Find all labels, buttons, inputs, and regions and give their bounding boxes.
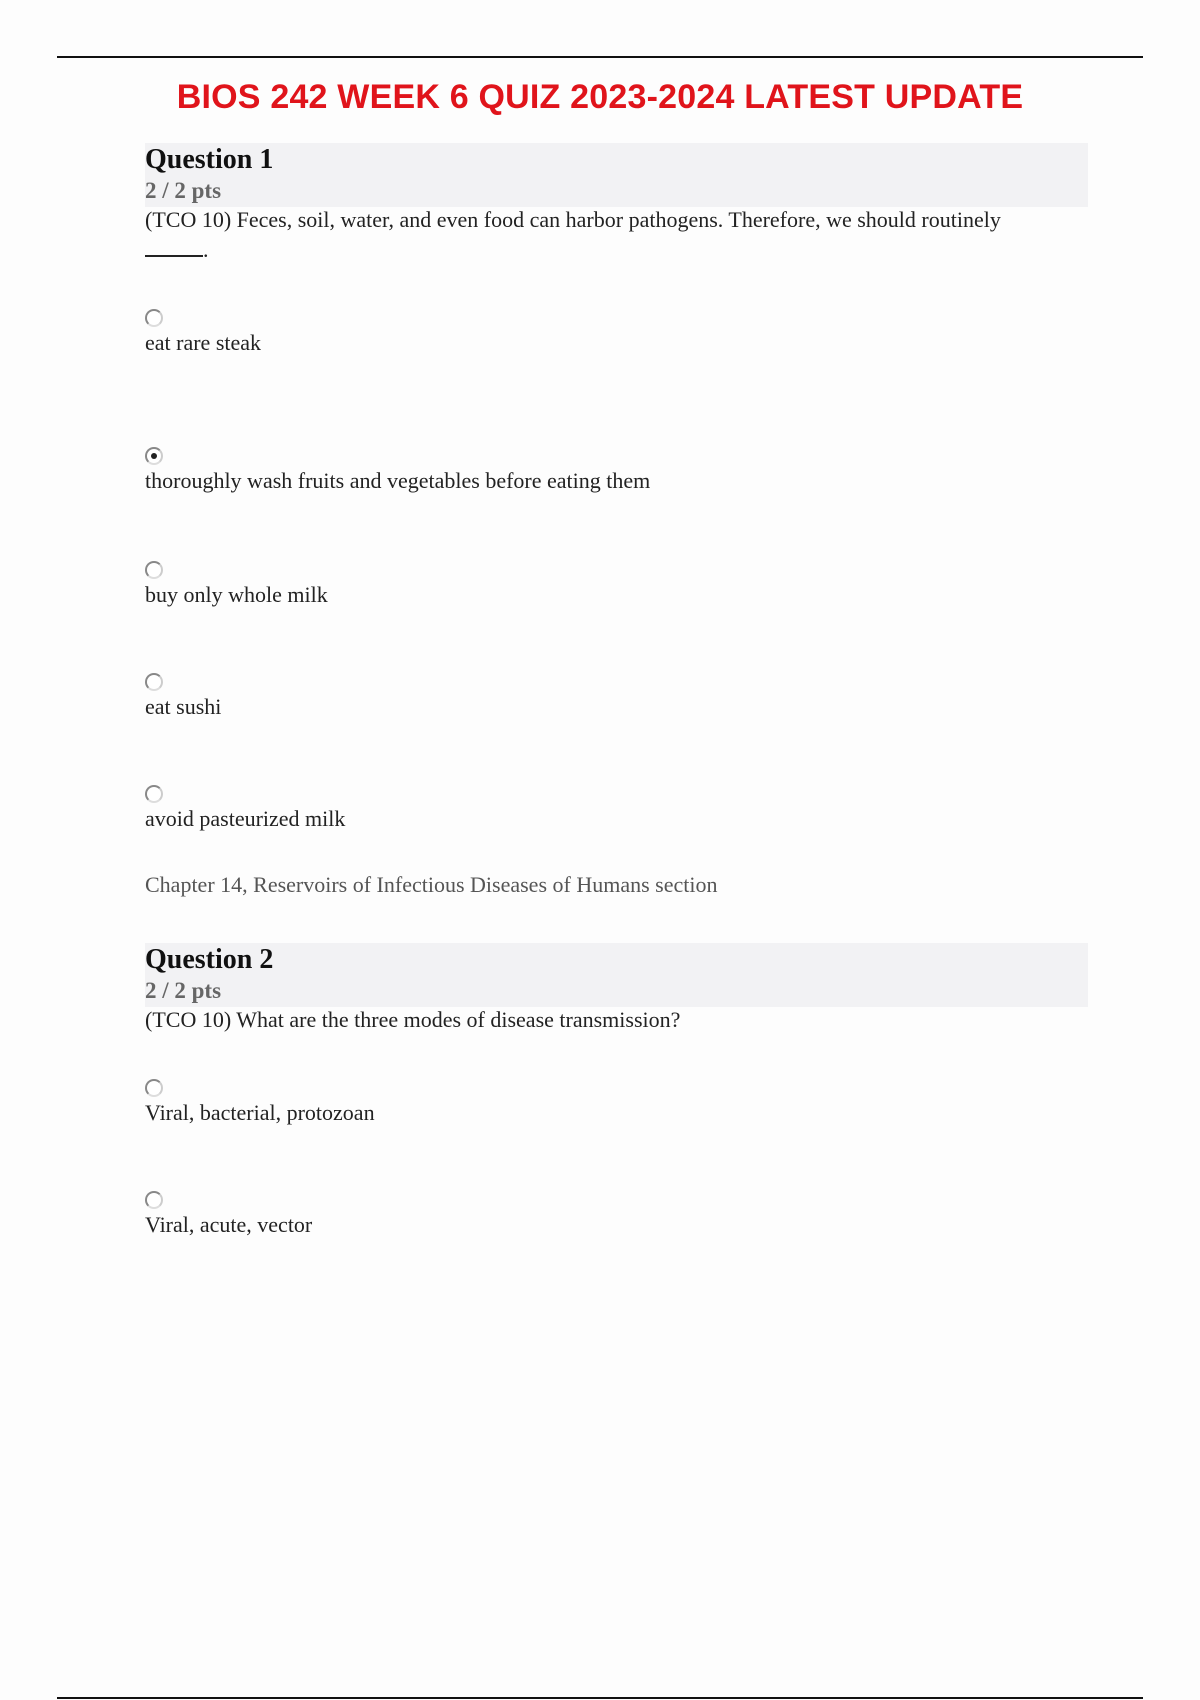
answer-label: Viral, acute, vector xyxy=(145,1212,313,1237)
question-1-text: (TCO 10) Feces, soil, water, and even food can harbor pathogens. Therefore, we should routinely xyxy=(145,207,1001,232)
answer-label: buy only whole milk xyxy=(145,582,328,607)
answer-option[interactable] xyxy=(145,673,1088,721)
radio-button[interactable] xyxy=(145,1191,163,1209)
radio-button-selected[interactable] xyxy=(145,447,163,465)
radio-button[interactable] xyxy=(145,785,163,803)
document-title: BIOS 242 WEEK 6 QUIZ 2023-2024 LATEST UPDATE xyxy=(176,78,1024,116)
question-1 xyxy=(145,143,1088,899)
question-1-text-block xyxy=(145,205,1088,265)
question-2-title: Question 2 xyxy=(145,944,274,975)
radio-button[interactable] xyxy=(145,309,163,327)
top-rule xyxy=(57,56,1143,58)
radio-button[interactable] xyxy=(145,561,163,579)
question-2-header xyxy=(145,943,1088,1007)
question-2 xyxy=(145,943,1088,1239)
question-1-reference: Chapter 14, Reservoirs of Infectious Diseases of Humans section xyxy=(145,872,718,897)
answer-option[interactable] xyxy=(145,309,1088,357)
answer-option[interactable] xyxy=(145,561,1088,609)
answer-label: eat sushi xyxy=(145,694,222,719)
question-1-text-end: . xyxy=(203,237,209,262)
answer-label: Viral, bacterial, protozoan xyxy=(145,1100,375,1125)
question-1-title: Question 1 xyxy=(145,144,274,175)
answer-blank xyxy=(145,237,203,257)
answer-label: thoroughly wash fruits and vegetables before eating them xyxy=(145,468,651,493)
answer-label: avoid pasteurized milk xyxy=(145,806,346,831)
answer-option[interactable] xyxy=(145,1079,1088,1127)
bottom-rule xyxy=(57,1697,1143,1699)
question-1-header xyxy=(145,143,1088,207)
answer-option-selected[interactable] xyxy=(145,447,1088,495)
question-2-text: (TCO 10) What are the three modes of disease transmission? xyxy=(145,1007,681,1032)
question-1-points: 2 / 2 pts xyxy=(145,178,222,203)
radio-button[interactable] xyxy=(145,673,163,691)
answer-option[interactable] xyxy=(145,1191,1088,1239)
question-2-points: 2 / 2 pts xyxy=(145,978,222,1003)
quiz-content xyxy=(145,143,1088,1239)
answer-option[interactable] xyxy=(145,785,1088,833)
answer-label: eat rare steak xyxy=(145,330,262,355)
radio-button[interactable] xyxy=(145,1079,163,1097)
